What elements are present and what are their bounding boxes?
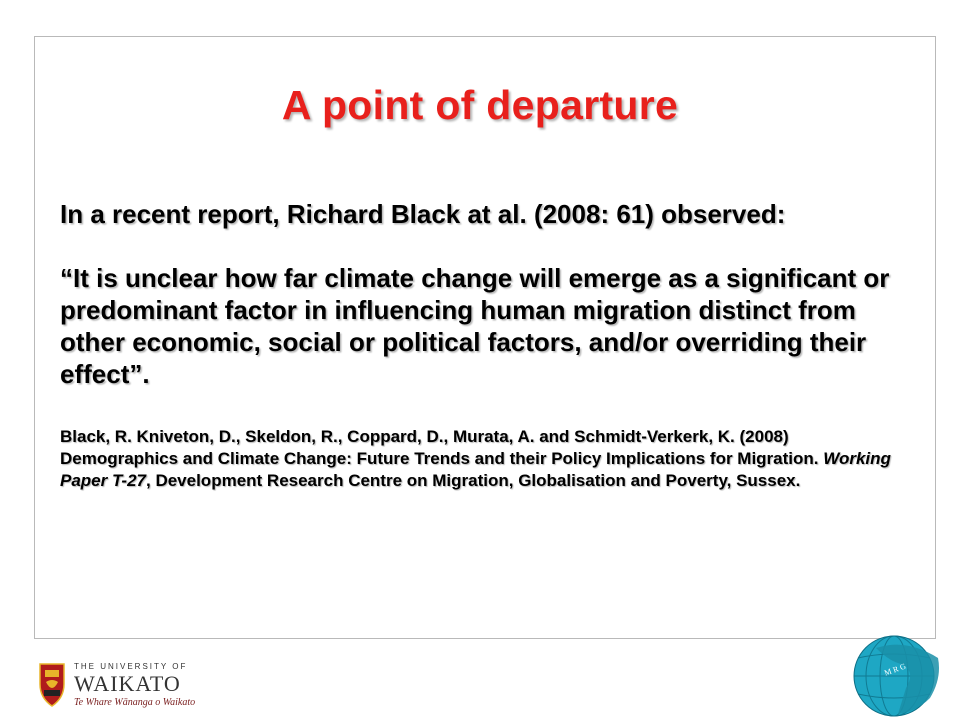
university-logo	[38, 660, 195, 708]
reference-part-2: , Development Research Centre on Migration, Globalisation and Poverty, Sussex.	[146, 471, 801, 490]
reference-italic: Working Paper T-27	[60, 449, 891, 490]
mrg-label: M R G	[883, 661, 908, 678]
logo-waikato: WAIKATO	[74, 671, 181, 696]
logo-university-of: THE UNIVERSITY OF	[74, 662, 188, 671]
mrg-globe-icon	[846, 628, 946, 720]
slide-title: A point of departure	[281, 82, 679, 128]
reference-part-1: Black, R. Kniveton, D., Skeldon, R., Coppard, D., Murata, A. and Schmidt-Verkerk, K. (2008) Demographics and Climate Change: Future Trends and their Policy Implications for Migration.	[60, 427, 824, 468]
slide-body	[60, 198, 900, 492]
intro-paragraph: In a recent report, Richard Black at al. (2008: 61) observed:	[60, 199, 786, 229]
logo-text	[74, 660, 195, 708]
quote-paragraph: “It is unclear how far climate change will emerge as a significant or predominant factor in influencing human migration distinct from other economic, social or political factors, and/or overriding their effect”.	[60, 263, 890, 389]
reference-paragraph	[60, 426, 900, 492]
logo-tagline: Te Whare Wānanga o Waikato	[74, 697, 196, 708]
waikato-crest-icon	[38, 660, 66, 708]
